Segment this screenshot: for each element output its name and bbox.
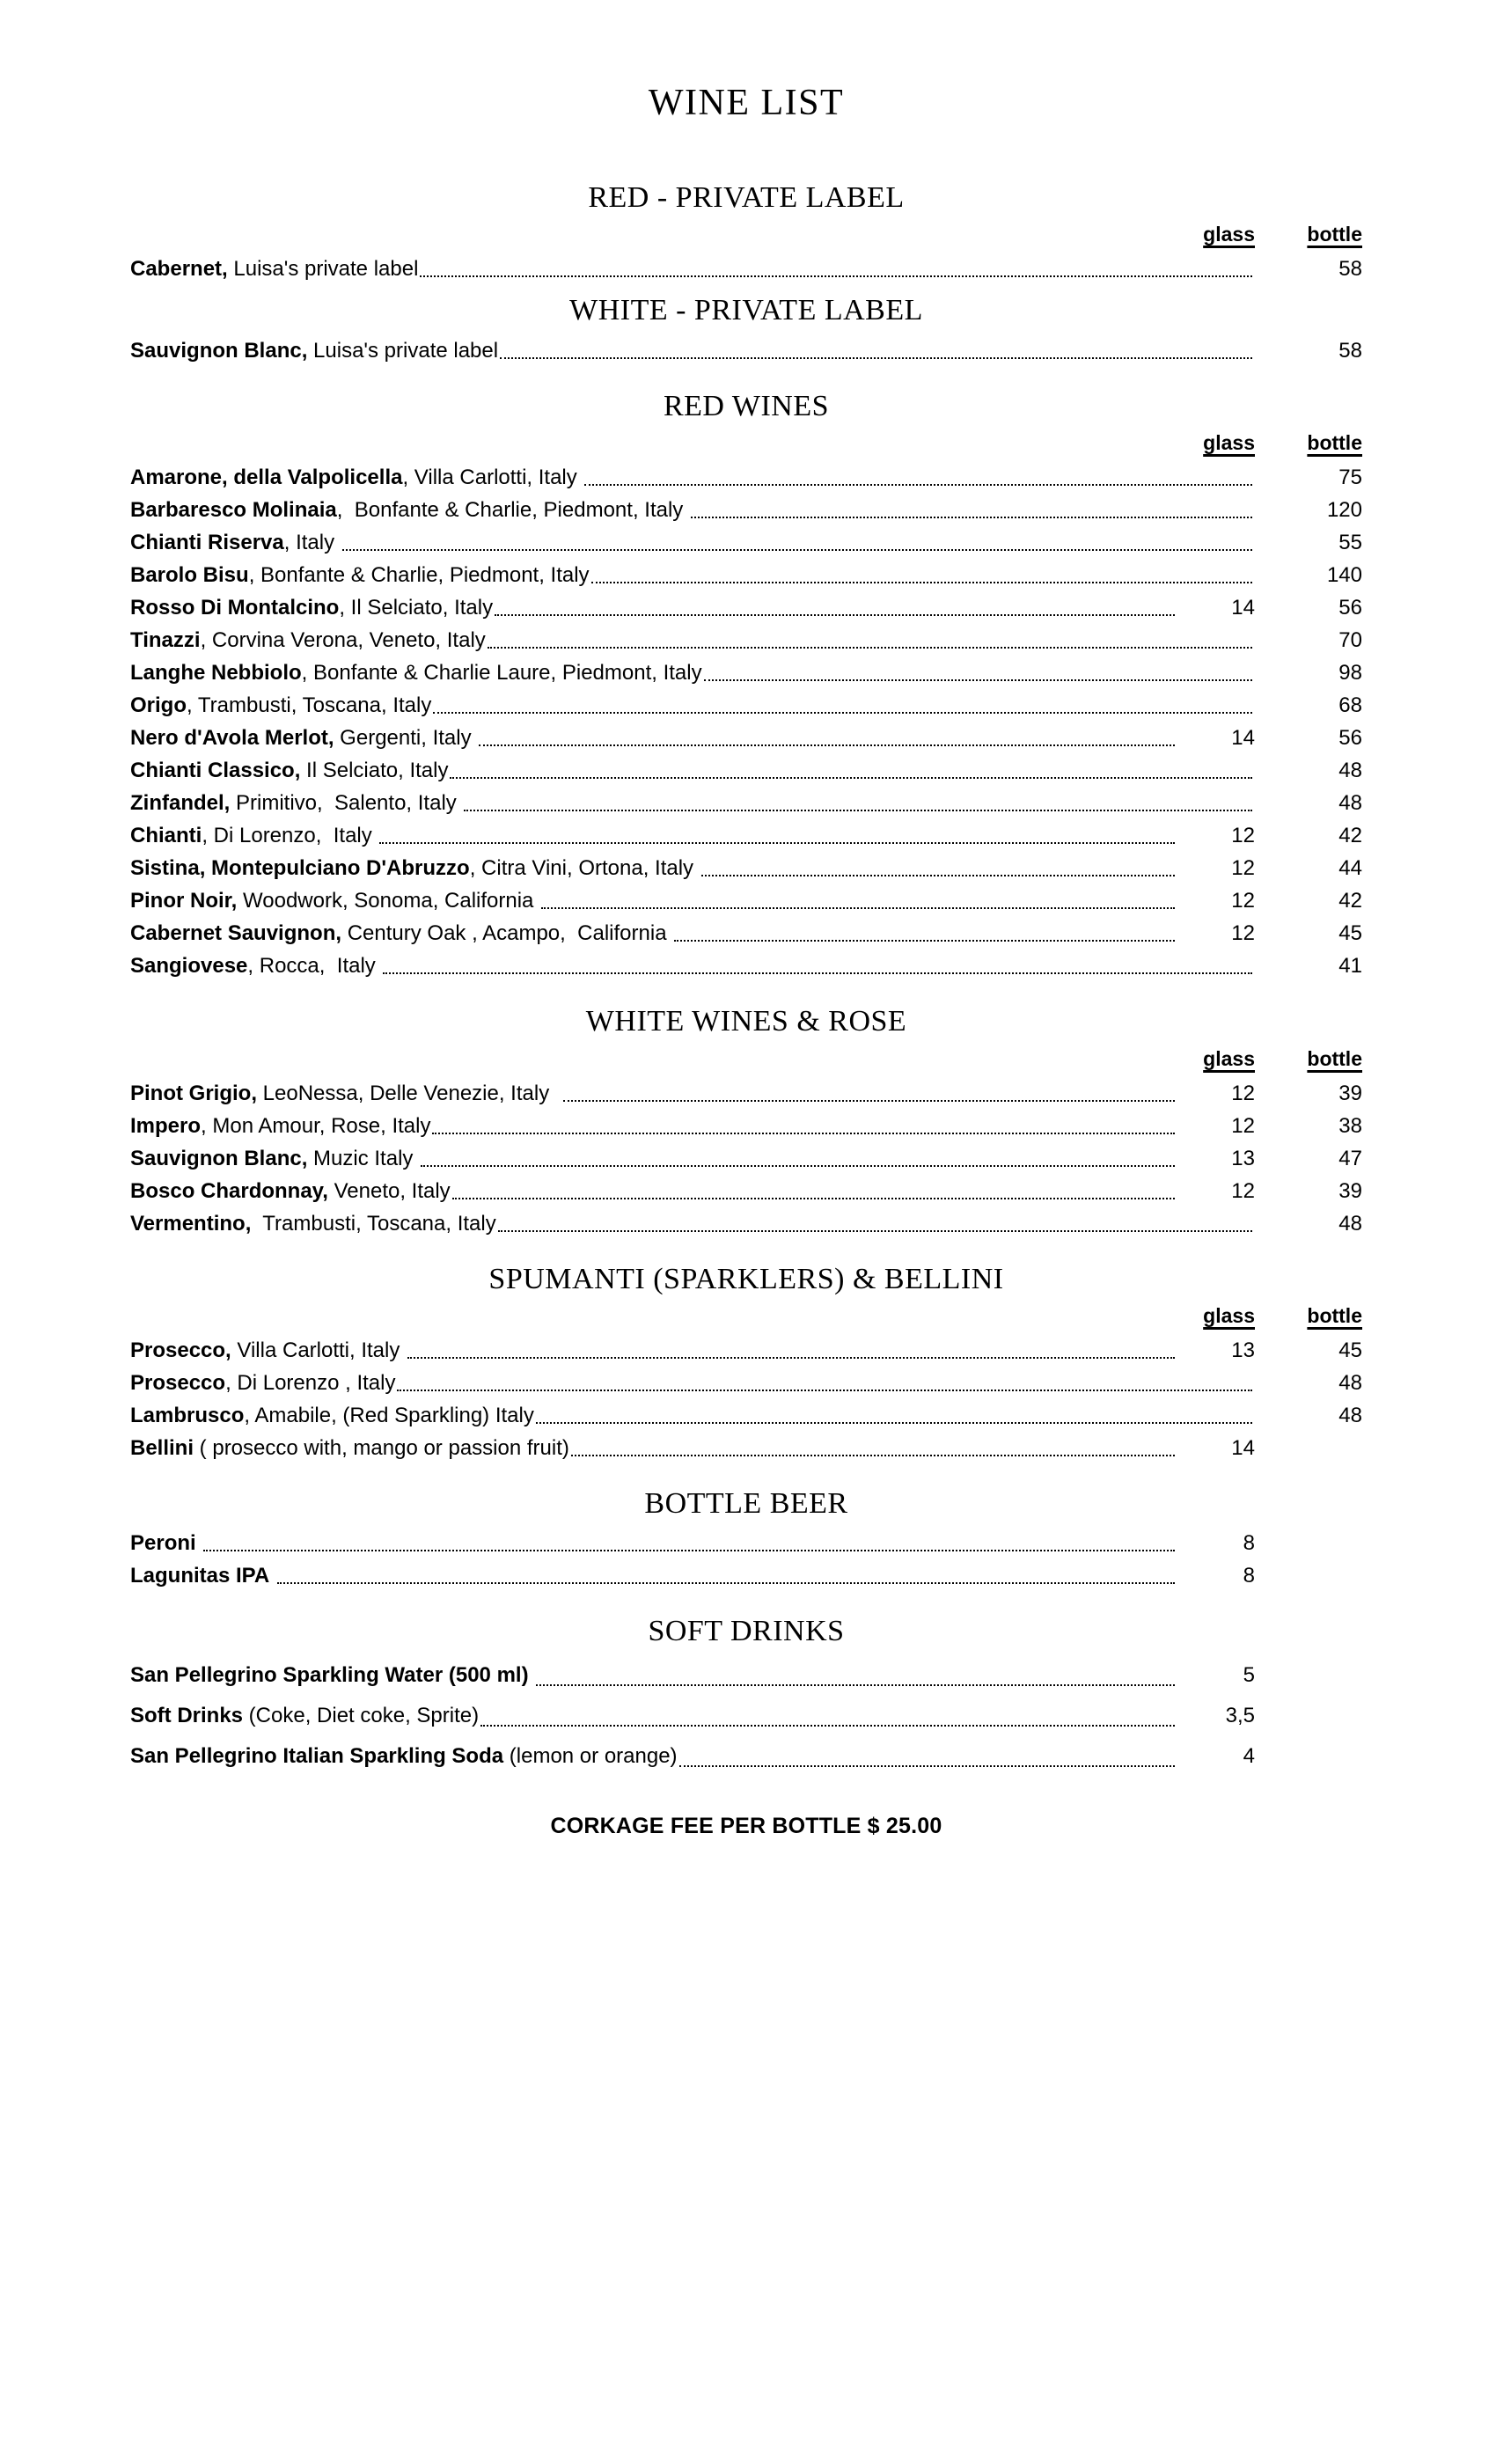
item-name: San Pellegrino Italian Sparkling Soda [130,1743,504,1768]
item-desc: Luisa's private label [307,338,499,363]
item-desc: Il Selciato, Italy [300,759,449,783]
menu-item-row [130,787,1362,819]
dot-leader [479,744,1175,746]
item-desc: , Mon Amour, Rose, Italy [201,1113,431,1138]
price-column-headers [130,429,1362,456]
item-text [130,884,539,917]
price-column-headers [130,1045,1362,1072]
item-name: Zinfandel, [130,791,231,816]
glass-price: 14 [1231,726,1255,751]
section-heading: WHITE WINES & ROSE [585,1005,907,1038]
dot-leader [379,842,1175,844]
bottle-price: 120 [1326,498,1362,523]
item-text [130,1527,202,1559]
glass-price: 12 [1231,889,1255,913]
bottle-price: 39 [1338,1081,1362,1105]
menu-item-row [130,1399,1362,1432]
menu-item-row [130,1175,1362,1207]
item-desc: , Bonfante & Charlie, Piedmont, Italy [336,498,689,523]
menu-item-row [130,494,1362,526]
menu-sections-container [130,181,1362,1777]
dot-leader [420,275,1252,277]
item-text [130,624,486,656]
menu-section [130,390,1362,982]
dot-leader [432,1133,1175,1134]
menu-item-row [130,917,1362,950]
column-header-bottle: bottle [1307,223,1362,246]
menu-items [130,1655,1362,1777]
bottle-price: 38 [1338,1113,1362,1138]
item-name: Peroni [130,1531,196,1556]
item-text [130,1110,430,1142]
menu-item-row [130,624,1362,656]
menu-items [130,1334,1362,1464]
item-name: Pinor Noir, [130,889,238,913]
menu-item-row [130,461,1362,494]
column-header-glass: glass [1203,223,1255,246]
glass-price: 14 [1231,596,1255,620]
column-header-bottle: bottle [1307,431,1362,455]
menu-item-row [130,852,1362,884]
item-name: Nero d'Avola Merlot, [130,726,334,751]
menu-section [130,181,1362,285]
bottle-price: 58 [1338,338,1362,363]
item-desc: , Citra Vini, Ortona, Italy [469,856,700,881]
menu-item-row [130,1334,1362,1367]
menu-items [130,253,1362,285]
item-text [130,1142,419,1175]
item-name: Origo [130,693,187,718]
dot-leader [383,972,1252,974]
corkage-fee-note: CORKAGE FEE PER BOTTLE $ 25.00 [550,1813,942,1838]
item-name: Impero [130,1113,202,1138]
item-name: Sauvignon Blanc, [130,1146,308,1170]
item-text [130,1696,479,1736]
bottle-price: 48 [1338,1370,1362,1395]
item-text [130,1207,496,1240]
item-desc: Primitivo, Salento, Italy [230,791,463,816]
menu-item-row [130,559,1362,591]
dot-leader [701,875,1175,876]
item-desc: Luisa's private label [227,257,419,282]
item-name: Chianti Riserva [130,531,284,555]
item-text [130,722,477,754]
item-name: Chianti [130,824,202,848]
menu-section [130,294,1362,366]
dot-leader [480,1725,1175,1727]
column-header-glass: glass [1203,1303,1255,1327]
bottle-price: 41 [1338,954,1362,979]
item-text [130,1334,406,1367]
dot-leader [704,679,1252,681]
item-name: Soft Drinks [130,1703,244,1727]
dot-leader [563,1100,1175,1102]
item-desc: , Corvina Verona, Veneto, Italy [200,628,486,653]
glass-price: 12 [1231,824,1255,848]
menu-item-row [130,722,1362,754]
bottle-price: 42 [1338,889,1362,913]
item-text [130,917,672,950]
dot-leader [407,1357,1175,1359]
item-text [130,334,498,367]
item-desc: (lemon or orange) [503,1743,678,1768]
column-header-glass: glass [1203,431,1255,455]
item-desc: LeoNessa, Delle Venezie, Italy [257,1081,561,1105]
menu-item-row [130,1559,1362,1592]
item-name: Lagunitas IPA [130,1564,270,1588]
menu-item-row [130,1696,1362,1736]
dot-leader [536,1422,1252,1424]
menu-items [130,461,1362,982]
glass-price: 12 [1231,1081,1255,1105]
item-desc: , Bonfante & Charlie, Piedmont, Italy [248,563,590,588]
bottle-price: 75 [1338,466,1362,490]
menu-item-row [130,1736,1362,1777]
glass-price: 8 [1243,1564,1255,1588]
menu-section [130,1263,1362,1464]
column-header-bottle: bottle [1307,1046,1362,1070]
item-name: Barolo Bisu [130,563,249,588]
glass-price: 5 [1243,1662,1255,1687]
dot-leader [500,357,1252,359]
item-text [130,461,583,494]
item-desc: , Il Selciato, Italy [339,596,494,620]
item-name: Bosco Chardonnay, [130,1178,328,1203]
bottle-price: 42 [1338,824,1362,848]
dot-leader [536,1684,1175,1686]
dot-leader [450,777,1252,779]
column-header-bottle: bottle [1307,1303,1362,1327]
menu-item-row [130,526,1362,559]
item-text [130,1432,569,1464]
item-text [130,591,493,624]
item-desc: Century Oak , Acampo, California [341,921,673,946]
item-text [130,1559,275,1592]
item-desc: , Di Lorenzo, Italy [202,824,378,848]
item-name: Barbaresco Molinaia [130,498,337,523]
dot-leader [691,517,1252,518]
item-desc: , Trambusti, Toscana, Italy [187,693,432,718]
bottle-price: 56 [1338,726,1362,751]
price-column-headers [130,1302,1362,1329]
item-desc [196,1531,202,1555]
item-text [130,253,418,285]
section-heading: BOTTLE BEER [644,1486,848,1520]
dot-leader [584,484,1252,486]
item-desc [529,1663,535,1687]
item-name: Lambrusco [130,1403,245,1427]
item-name: Vermentino, [130,1211,252,1236]
item-text [130,526,341,559]
menu-item-row [130,253,1362,285]
item-desc: Muzic Italy [307,1146,420,1170]
dot-leader [679,1765,1175,1767]
dot-leader [464,810,1252,811]
menu-item-row [130,950,1362,982]
item-name: Prosecco, [130,1338,231,1362]
item-name: Sangiovese [130,954,248,979]
dot-leader [488,647,1252,649]
item-text [130,1399,534,1432]
item-text [130,852,700,884]
menu-item-row [130,1142,1362,1175]
glass-price: 12 [1231,1113,1255,1138]
item-name: Pinot Grigio, [130,1081,257,1105]
bottle-price: 58 [1338,257,1362,282]
item-name: Cabernet Sauvignon, [130,921,342,946]
menu-item-row [130,1367,1362,1399]
item-name: Langhe Nebbiolo [130,661,302,686]
item-desc: Woodwork, Sonoma, California [237,889,540,913]
menu-item-row [130,1432,1362,1464]
dot-leader [674,940,1175,942]
item-desc: Villa Carlotti, Italy [231,1338,407,1362]
dot-leader [452,1198,1175,1199]
menu-section [130,1005,1362,1239]
item-name: Chianti Classico, [130,759,301,783]
menu-item-row [130,591,1362,624]
item-name: Sauvignon Blanc, [130,338,308,363]
menu-item-row [130,334,1362,367]
bottle-price: 70 [1338,628,1362,653]
item-text [130,689,431,722]
item-desc: Trambusti, Toscana, Italy [251,1211,496,1236]
item-text [130,494,689,526]
dot-leader [495,614,1175,616]
glass-price: 4 [1243,1743,1255,1768]
section-heading: SPUMANTI (SPARKLERS) & BELLINI [488,1262,1004,1295]
dot-leader [203,1550,1175,1551]
dot-leader [571,1455,1175,1456]
bottle-price: 48 [1338,1403,1362,1427]
section-heading: RED - PRIVATE LABEL [588,181,905,214]
bottle-price: 48 [1338,1211,1362,1236]
glass-price: 12 [1231,856,1255,881]
item-text [130,950,381,982]
item-text [130,819,378,852]
item-desc: , Rocca, Italy [247,954,382,979]
dot-leader [498,1230,1252,1232]
item-text [130,656,702,689]
glass-price: 12 [1231,921,1255,946]
bottle-price: 56 [1338,596,1362,620]
item-name: Sistina, Montepulciano D'Abruzzo [130,856,470,881]
menu-item-row [130,689,1362,722]
glass-price: 13 [1231,1146,1255,1170]
dot-leader [421,1165,1175,1167]
menu-item-row [130,1110,1362,1142]
item-desc: Veneto, Italy [327,1178,451,1203]
bottle-price: 39 [1338,1178,1362,1203]
menu-item-row [130,1655,1362,1696]
glass-price: 8 [1243,1531,1255,1556]
section-heading: WHITE - PRIVATE LABEL [569,294,923,327]
item-name: Rosso Di Montalcino [130,596,340,620]
item-text [130,1367,395,1399]
menu-item-row [130,1527,1362,1559]
item-desc: Gergenti, Italy [334,726,478,751]
item-text [130,559,590,591]
menu-item-row [130,1207,1362,1240]
item-desc: , Italy [283,531,341,555]
bottle-price: 48 [1338,791,1362,816]
item-text [130,1655,534,1696]
item-name: Prosecco [130,1370,226,1395]
page-title: WINE LIST [648,83,845,123]
menu-section [130,1487,1362,1592]
bottle-price: 47 [1338,1146,1362,1170]
menu-item-row [130,1077,1362,1110]
item-desc: ( prosecco with, mango or passion fruit) [194,1435,569,1460]
dot-leader [433,712,1252,714]
item-name: San Pellegrino Sparkling Water (500 ml) [130,1662,529,1687]
menu-items [130,1527,1362,1592]
dot-leader [541,907,1175,909]
menu-section [130,1615,1362,1776]
item-desc: , Amabile, (Red Sparkling) Italy [244,1403,534,1427]
glass-price: 13 [1231,1338,1255,1362]
menu-items [130,1077,1362,1240]
menu-items [130,334,1362,367]
bottle-price: 45 [1338,921,1362,946]
dot-leader [277,1582,1175,1584]
glass-price: 3,5 [1225,1703,1255,1727]
dot-leader [397,1390,1252,1391]
item-text [130,1175,451,1207]
item-desc: , Villa Carlotti, Italy [402,466,583,490]
bottle-price: 98 [1338,661,1362,686]
bottle-price: 140 [1326,563,1362,588]
dot-leader [591,582,1252,583]
item-text [130,754,448,787]
item-text [130,787,462,819]
item-desc [269,1564,275,1588]
item-name: Bellini [130,1435,194,1460]
price-column-headers [130,221,1362,247]
item-text [130,1736,678,1777]
menu-item-row [130,754,1362,787]
item-name: Amarone, della Valpolicella [130,466,403,490]
item-desc: , Bonfante & Charlie Laure, Piedmont, Italy [301,661,702,686]
bottle-price: 68 [1338,693,1362,718]
column-header-glass: glass [1203,1046,1255,1070]
glass-price: 14 [1231,1435,1255,1460]
section-heading: RED WINES [663,389,830,422]
bottle-price: 48 [1338,759,1362,783]
item-name: Cabernet, [130,257,228,282]
dot-leader [342,549,1252,551]
menu-item-row [130,656,1362,689]
menu-item-row [130,884,1362,917]
menu-item-row [130,819,1362,852]
item-name: Tinazzi [130,628,201,653]
item-desc: (Coke, Diet coke, Sprite) [243,1703,480,1727]
bottle-price: 55 [1338,531,1362,555]
item-desc: , Di Lorenzo , Italy [225,1370,396,1395]
glass-price: 12 [1231,1178,1255,1203]
section-heading: SOFT DRINKS [648,1615,845,1648]
bottle-price: 45 [1338,1338,1362,1362]
item-text [130,1077,561,1110]
bottle-price: 44 [1338,856,1362,881]
